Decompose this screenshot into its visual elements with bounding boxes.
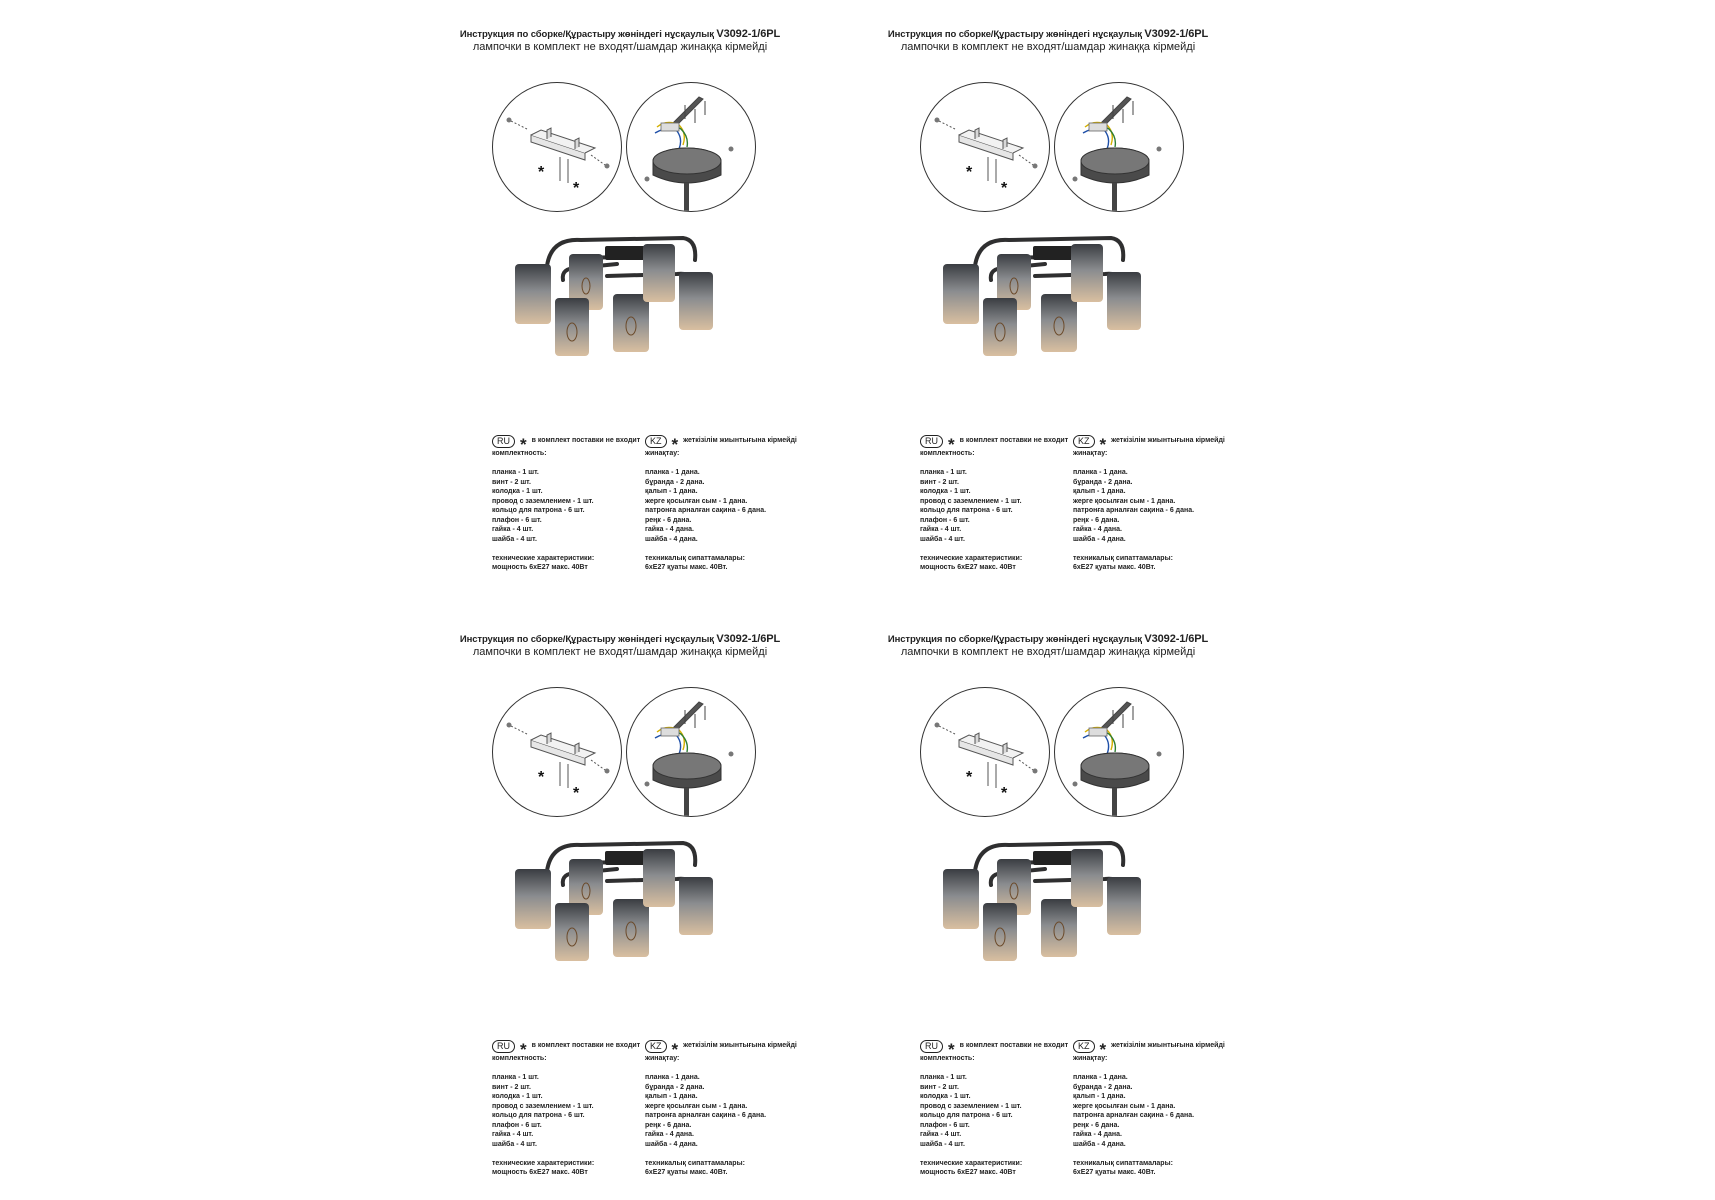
- title-text: Инструкция по сборке/Құрастыру жөніндегі нұсқаулық: [887, 634, 1142, 645]
- kit-list-item: реңк - 6 дана.: [645, 1121, 692, 1129]
- kz-badge: KZ: [1073, 1040, 1095, 1053]
- kz-section: [1073, 1038, 1225, 1178]
- kit-list-item: бұранда - 2 дана.: [1073, 478, 1133, 486]
- ru-section: [492, 1038, 640, 1178]
- kit-list-item: плафон - 6 шт.: [920, 516, 970, 524]
- instruction-sheet: [440, 28, 800, 588]
- kz-kit-heading: жинақтау:: [1073, 1055, 1108, 1062]
- kz-badge: KZ: [1073, 435, 1095, 448]
- ru-star-note: в комплект поставки не входит: [959, 1042, 1069, 1050]
- ru-specs-value: мощность 6xE27 макс. 40Вт: [920, 1169, 1016, 1176]
- kit-list-item: гайка - 4 шт.: [920, 526, 962, 533]
- ru-star-note: в комплект поставки не входит: [531, 437, 641, 445]
- kit-list-item: патронға арналған сақина - 6 дана.: [1073, 507, 1195, 514]
- kit-list-item: бұранда - 2 дана.: [645, 478, 705, 486]
- sheet-subtitle: лампочки в комплект не входят/шамдар жинаққа кірмейді: [900, 41, 1196, 53]
- model-number: V3092-1/6PL: [1144, 633, 1209, 645]
- kit-list-item: шайба - 4 дана.: [645, 535, 698, 543]
- svg-text:*: *: [538, 769, 545, 786]
- ru-kit-heading: комплектность:: [492, 450, 547, 457]
- sheet-header: [440, 28, 800, 53]
- kz-specs-value: 6xE27 қуаты макс. 40Вт.: [645, 1169, 728, 1176]
- mounting-plate-diagram: [492, 82, 622, 212]
- kz-kit-list: [645, 1073, 797, 1149]
- kit-list-item: патронға арналған сақина - 6 дана.: [1073, 1112, 1195, 1119]
- kit-list-item: гайка - 4 шт.: [492, 1131, 534, 1138]
- kit-list-item: шайба - 4 шт.: [920, 535, 965, 543]
- svg-text:*: *: [573, 180, 580, 197]
- sheet-title: [440, 633, 800, 645]
- sheet-title: [868, 633, 1228, 645]
- ru-section: [920, 433, 1068, 573]
- kit-list-item: винт - 2 шт.: [920, 478, 959, 486]
- glass-shades: [515, 849, 713, 961]
- title-text: Инструкция по сборке/Құрастыру жөніндегі нұсқаулық: [459, 634, 714, 645]
- kz-specs-heading: техникалық сипаттамалары:: [645, 1159, 745, 1167]
- kit-list-item: винт - 2 шт.: [920, 1083, 959, 1091]
- ru-star-note: в комплект поставки не входит: [531, 1042, 641, 1050]
- kit-list-item: планка - 1 шт.: [920, 1074, 967, 1081]
- ru-badge: RU: [492, 435, 515, 448]
- kit-list-item: провод с заземлением - 1 шт.: [492, 1102, 594, 1110]
- kz-specs-value: 6xE27 қуаты макс. 40Вт.: [1073, 564, 1156, 571]
- kit-list-item: планка - 1 дана.: [645, 469, 700, 476]
- kz-kit-heading: жинақтау:: [645, 450, 680, 457]
- sheet-header: [440, 633, 800, 658]
- chandelier-photo: [935, 833, 1163, 975]
- asterisk-icon: *: [671, 1039, 679, 1059]
- kit-list-item: винт - 2 шт.: [492, 478, 531, 486]
- kit-list-item: колодка - 1 шт.: [492, 488, 543, 495]
- kz-badge: KZ: [645, 435, 667, 448]
- kit-list-item: қалып - 1 дана.: [1073, 1093, 1126, 1100]
- ru-specs-value: мощность 6xE27 макс. 40Вт: [492, 1169, 588, 1176]
- model-number: V3092-1/6PL: [716, 28, 781, 40]
- kit-list-item: шайба - 4 шт.: [492, 1140, 537, 1148]
- sheet-subtitle: лампочки в комплект не входят/шамдар жинаққа кірмейді: [472, 646, 768, 658]
- chandelier-photo: [507, 228, 735, 370]
- kz-specs-heading: техникалық сипаттамалары:: [645, 554, 745, 562]
- kit-list-item: қалып - 1 дана.: [1073, 488, 1126, 495]
- ru-kit-list: [920, 1073, 1068, 1149]
- asterisk-icon: *: [948, 434, 955, 454]
- kit-list-item: жерге қосылған сым - 1 дана.: [645, 1102, 748, 1110]
- kz-star-note: жеткізілім жиынтығына кірмейді: [1111, 1042, 1225, 1050]
- kit-list-item: қалып - 1 дана.: [645, 1093, 698, 1100]
- ru-badge: RU: [920, 435, 943, 448]
- ru-specs-value: мощность 6xE27 макс. 40Вт: [920, 564, 1016, 571]
- kz-star-note: жеткізілім жиынтығына кірмейді: [1111, 437, 1225, 445]
- kit-list-item: провод с заземлением - 1 шт.: [920, 497, 1022, 505]
- kit-list-item: жерге қосылған сым - 1 дана.: [1073, 1102, 1176, 1110]
- ru-specs-heading: технические характеристики:: [920, 1159, 1023, 1167]
- kz-kit-list: [645, 468, 797, 544]
- asterisk-icon: *: [1099, 1039, 1107, 1059]
- ru-specs-heading: технические характеристики:: [492, 554, 595, 562]
- kit-list-item: патронға арналған сақина - 6 дана.: [645, 507, 767, 514]
- kit-list-item: реңк - 6 дана.: [1073, 516, 1120, 524]
- kit-list-item: планка - 1 шт.: [492, 469, 539, 476]
- sheet-subtitle: лампочки в комплект не входят/шамдар жинаққа кірмейді: [900, 646, 1196, 658]
- kit-list-item: жерге қосылған сым - 1 дана.: [645, 497, 748, 505]
- kz-kit-list: [1073, 468, 1225, 544]
- svg-text:*: *: [966, 769, 973, 786]
- kit-list-item: плафон - 6 шт.: [492, 1121, 542, 1129]
- chandelier-photo: [507, 833, 735, 975]
- mounting-plate-diagram: [492, 687, 622, 817]
- svg-text:*: *: [1001, 785, 1008, 802]
- kz-star-note: жеткізілім жиынтығына кірмейді: [683, 1042, 797, 1050]
- glass-shades: [943, 849, 1141, 961]
- kit-list-item: шайба - 4 дана.: [645, 1140, 698, 1148]
- svg-text:*: *: [538, 164, 545, 181]
- ru-section: [920, 1038, 1068, 1178]
- kit-list-item: жерге қосылған сым - 1 дана.: [1073, 497, 1176, 505]
- sheet-subtitle: лампочки в комплект не входят/шамдар жинаққа кірмейді: [472, 41, 768, 53]
- kit-list-item: шайба - 4 шт.: [492, 535, 537, 543]
- kit-list-item: винт - 2 шт.: [492, 1083, 531, 1091]
- kit-list-item: реңк - 6 дана.: [1073, 1121, 1120, 1129]
- sheet-header: [868, 633, 1228, 658]
- kit-list-item: плафон - 6 шт.: [492, 516, 542, 524]
- kit-list-item: плафон - 6 шт.: [920, 1121, 970, 1129]
- kit-list-item: колодка - 1 шт.: [920, 1093, 971, 1100]
- instruction-sheet: [868, 28, 1228, 588]
- kz-section: [1073, 433, 1225, 573]
- kit-list-item: планка - 1 дана.: [645, 1074, 700, 1081]
- ru-specs-value: мощность 6xE27 макс. 40Вт: [492, 564, 588, 571]
- kit-list-item: гайка - 4 дана.: [645, 526, 694, 533]
- kit-list-item: кольцо для патрона - 6 шт.: [920, 507, 1013, 514]
- asterisk-icon: *: [520, 1039, 527, 1059]
- asterisk-icon: *: [671, 434, 679, 454]
- sheet-title: [440, 28, 800, 40]
- kit-list-item: бұранда - 2 дана.: [1073, 1083, 1133, 1091]
- sheet-header: [868, 28, 1228, 53]
- kit-list-item: гайка - 4 дана.: [1073, 526, 1122, 533]
- kz-section: [645, 1038, 797, 1178]
- asterisk-icon: *: [520, 434, 527, 454]
- ru-section: [492, 433, 640, 573]
- kit-list-item: шайба - 4 дана.: [1073, 1140, 1126, 1148]
- canopy-wiring-diagram: [626, 687, 756, 817]
- ru-kit-list: [492, 468, 640, 544]
- kit-list-item: кольцо для патрона - 6 шт.: [492, 1112, 585, 1119]
- model-number: V3092-1/6PL: [716, 633, 781, 645]
- canopy-wiring-diagram: [1054, 82, 1184, 212]
- kit-list-item: провод с заземлением - 1 шт.: [492, 497, 594, 505]
- kit-list-item: патронға арналған сақина - 6 дана.: [645, 1112, 767, 1119]
- ru-kit-heading: комплектность:: [920, 450, 975, 457]
- ru-kit-list: [920, 468, 1068, 544]
- kit-list-item: планка - 1 дана.: [1073, 1074, 1128, 1081]
- kit-list-item: бұранда - 2 дана.: [645, 1083, 705, 1091]
- ru-specs-heading: технические характеристики:: [920, 554, 1023, 562]
- asterisk-icon: *: [948, 1039, 955, 1059]
- model-number: V3092-1/6PL: [1144, 28, 1209, 40]
- glass-shades: [515, 244, 713, 356]
- kit-list-item: гайка - 4 шт.: [920, 1131, 962, 1138]
- ru-kit-heading: комплектность:: [920, 1055, 975, 1062]
- kit-list-item: шайба - 4 шт.: [920, 1140, 965, 1148]
- ru-badge: RU: [920, 1040, 943, 1053]
- svg-text:*: *: [1001, 180, 1008, 197]
- sheet-title: [868, 28, 1228, 40]
- canopy-wiring-diagram: [1054, 687, 1184, 817]
- chandelier-photo: [935, 228, 1163, 370]
- kit-list-item: колодка - 1 шт.: [920, 488, 971, 495]
- mounting-plate-diagram: [920, 82, 1050, 212]
- kz-star-note: жеткізілім жиынтығына кірмейді: [683, 437, 797, 445]
- kz-section: [645, 433, 797, 573]
- instruction-sheet: [868, 633, 1228, 1193]
- mounting-plate-diagram: [920, 687, 1050, 817]
- kz-kit-heading: жинақтау:: [1073, 450, 1108, 457]
- kit-list-item: реңк - 6 дана.: [645, 516, 692, 524]
- kit-list-item: кольцо для патрона - 6 шт.: [920, 1112, 1013, 1119]
- title-text: Инструкция по сборке/Құрастыру жөніндегі нұсқаулық: [459, 29, 714, 40]
- kit-list-item: гайка - 4 дана.: [1073, 1131, 1122, 1138]
- svg-text:*: *: [573, 785, 580, 802]
- kit-list-item: планка - 1 шт.: [492, 1074, 539, 1081]
- asterisk-icon: *: [1099, 434, 1107, 454]
- kit-list-item: провод с заземлением - 1 шт.: [920, 1102, 1022, 1110]
- instruction-sheet: [440, 633, 800, 1193]
- title-text: Инструкция по сборке/Құрастыру жөніндегі нұсқаулық: [887, 29, 1142, 40]
- kz-specs-value: 6xE27 қуаты макс. 40Вт.: [1073, 1169, 1156, 1176]
- kz-specs-heading: техникалық сипаттамалары:: [1073, 554, 1173, 562]
- kit-list-item: қалып - 1 дана.: [645, 488, 698, 495]
- glass-shades: [943, 244, 1141, 356]
- ru-star-note: в комплект поставки не входит: [959, 437, 1069, 445]
- kit-list-item: кольцо для патрона - 6 шт.: [492, 507, 585, 514]
- canopy-wiring-diagram: [626, 82, 756, 212]
- ru-kit-heading: комплектность:: [492, 1055, 547, 1062]
- kit-list-item: гайка - 4 шт.: [492, 526, 534, 533]
- svg-text:*: *: [966, 164, 973, 181]
- kit-list-item: колодка - 1 шт.: [492, 1093, 543, 1100]
- kz-kit-list: [1073, 1073, 1225, 1149]
- ru-kit-list: [492, 1073, 640, 1149]
- kz-badge: KZ: [645, 1040, 667, 1053]
- ru-specs-heading: технические характеристики:: [492, 1159, 595, 1167]
- kit-list-item: планка - 1 дана.: [1073, 469, 1128, 476]
- kz-kit-heading: жинақтау:: [645, 1055, 680, 1062]
- kit-list-item: гайка - 4 дана.: [645, 1131, 694, 1138]
- kz-specs-heading: техникалық сипаттамалары:: [1073, 1159, 1173, 1167]
- ru-badge: RU: [492, 1040, 515, 1053]
- kit-list-item: планка - 1 шт.: [920, 469, 967, 476]
- kit-list-item: шайба - 4 дана.: [1073, 535, 1126, 543]
- kz-specs-value: 6xE27 қуаты макс. 40Вт.: [645, 564, 728, 571]
